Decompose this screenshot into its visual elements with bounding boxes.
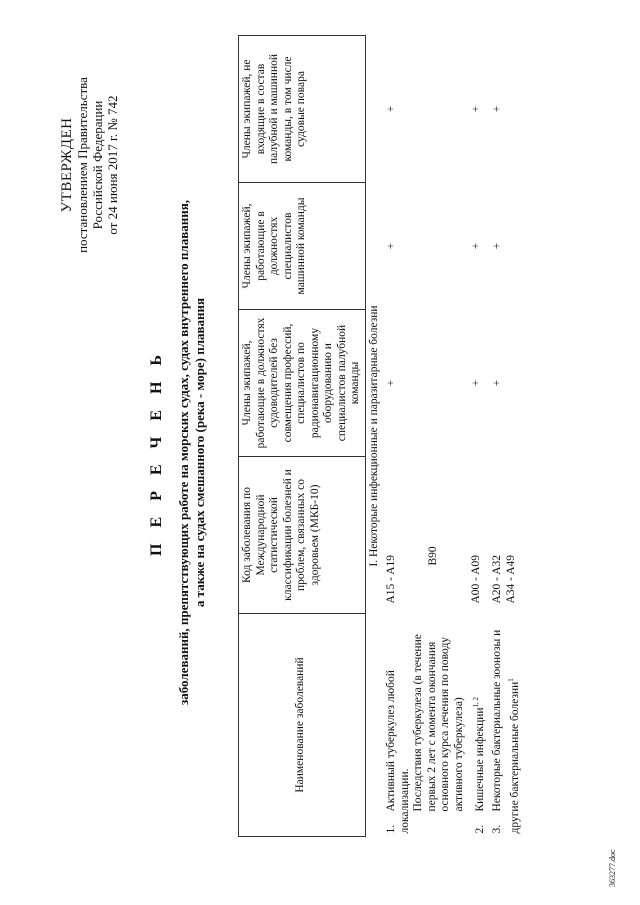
contraindication-mark: + xyxy=(385,379,397,387)
column-header-code: Код заболевания по Международной статистической классификации болезней и проблем, связанных со здоровьем (МКБ-10) xyxy=(239,457,366,614)
contraindication-mark: + xyxy=(470,105,482,113)
contraindication-mark: + xyxy=(470,242,482,250)
disease-name-cell xyxy=(468,614,489,837)
approval-line: постановлением Правительства xyxy=(75,77,90,253)
contraindication-mark: + xyxy=(491,242,504,250)
contraindication-mark: + xyxy=(491,379,504,387)
row-number: 2. xyxy=(473,824,486,834)
disease-name-cell xyxy=(489,614,524,837)
row-number: 1. xyxy=(385,824,397,834)
icd-code-cell xyxy=(383,457,468,614)
footnote-ref: 1 xyxy=(506,678,515,682)
disease-name: Активный туберкулез любой локализации. xyxy=(385,670,411,834)
section-heading: I. Некоторые инфекционные и паразитарные болезни xyxy=(367,305,380,567)
disease-name: Некоторые бактериальные зоонозы и другие бактериальные болезни xyxy=(491,629,521,834)
icd-code: A34 - A49 xyxy=(504,554,517,604)
icd-code: A20 - A32 xyxy=(491,554,504,604)
icd-code: A00 - A09 xyxy=(470,554,482,604)
file-name-footer: 363277.doc xyxy=(608,849,617,887)
column-header-engine-crew: Члены экипажей, работающие в должностях специалистов машинной команды xyxy=(239,183,366,310)
approval-date: от 24 июня 2017 г. № 742 xyxy=(105,95,120,235)
section-row xyxy=(365,36,383,837)
column-header-navigators: Члены экипажей, работающие в должностях судоводителей без совмещения профессий, специалистов по радионавигационному оборудованию и специалистов палубной команды xyxy=(239,310,366,457)
contraindication-mark: + xyxy=(385,242,397,250)
table-row xyxy=(383,36,468,837)
column-header-other-crew: Члены экипажей, не входящие в состав палубной и машинной команды, в том числе судовые повара xyxy=(239,36,366,183)
approval-block xyxy=(60,75,120,255)
disease-name-cell xyxy=(383,614,468,837)
contraindication-mark: + xyxy=(385,105,397,113)
subtitle-line: заболеваний, препятствующих работе на морских судах, судах внутреннего плавания, xyxy=(176,200,191,705)
approval-title: УТВЕРЖДЕН xyxy=(59,117,75,213)
column-header-name: Наименование заболеваний xyxy=(239,614,366,837)
icd-code-cell xyxy=(489,457,524,614)
table-row xyxy=(489,36,524,837)
disease-name-extra: Последствия туберкулеза (в течение первых 2 лет с момента окончания основного курса лечения по поводу активного туберкулеза) xyxy=(412,634,465,812)
contraindication-mark: + xyxy=(491,105,504,113)
row-number: 3. xyxy=(491,824,504,834)
table-row xyxy=(468,36,489,837)
footnote-ref: 1, 2 xyxy=(472,696,480,708)
subtitle-line: а также на судах смешанного (река - море) плавания xyxy=(192,297,207,608)
document-title: П Е Р Е Ч Е Н Ь xyxy=(148,349,165,556)
icd-code: A15 - A19 xyxy=(385,554,397,604)
icd-code: B90 xyxy=(426,546,439,566)
diseases-table xyxy=(238,35,524,837)
approval-line: Российской Федерации xyxy=(90,100,105,230)
disease-name: Кишечные инфекции xyxy=(473,707,486,812)
table-header-row xyxy=(239,36,366,837)
document-subtitle xyxy=(176,0,208,905)
icd-code-cell xyxy=(468,457,489,614)
contraindication-mark: + xyxy=(470,379,482,387)
